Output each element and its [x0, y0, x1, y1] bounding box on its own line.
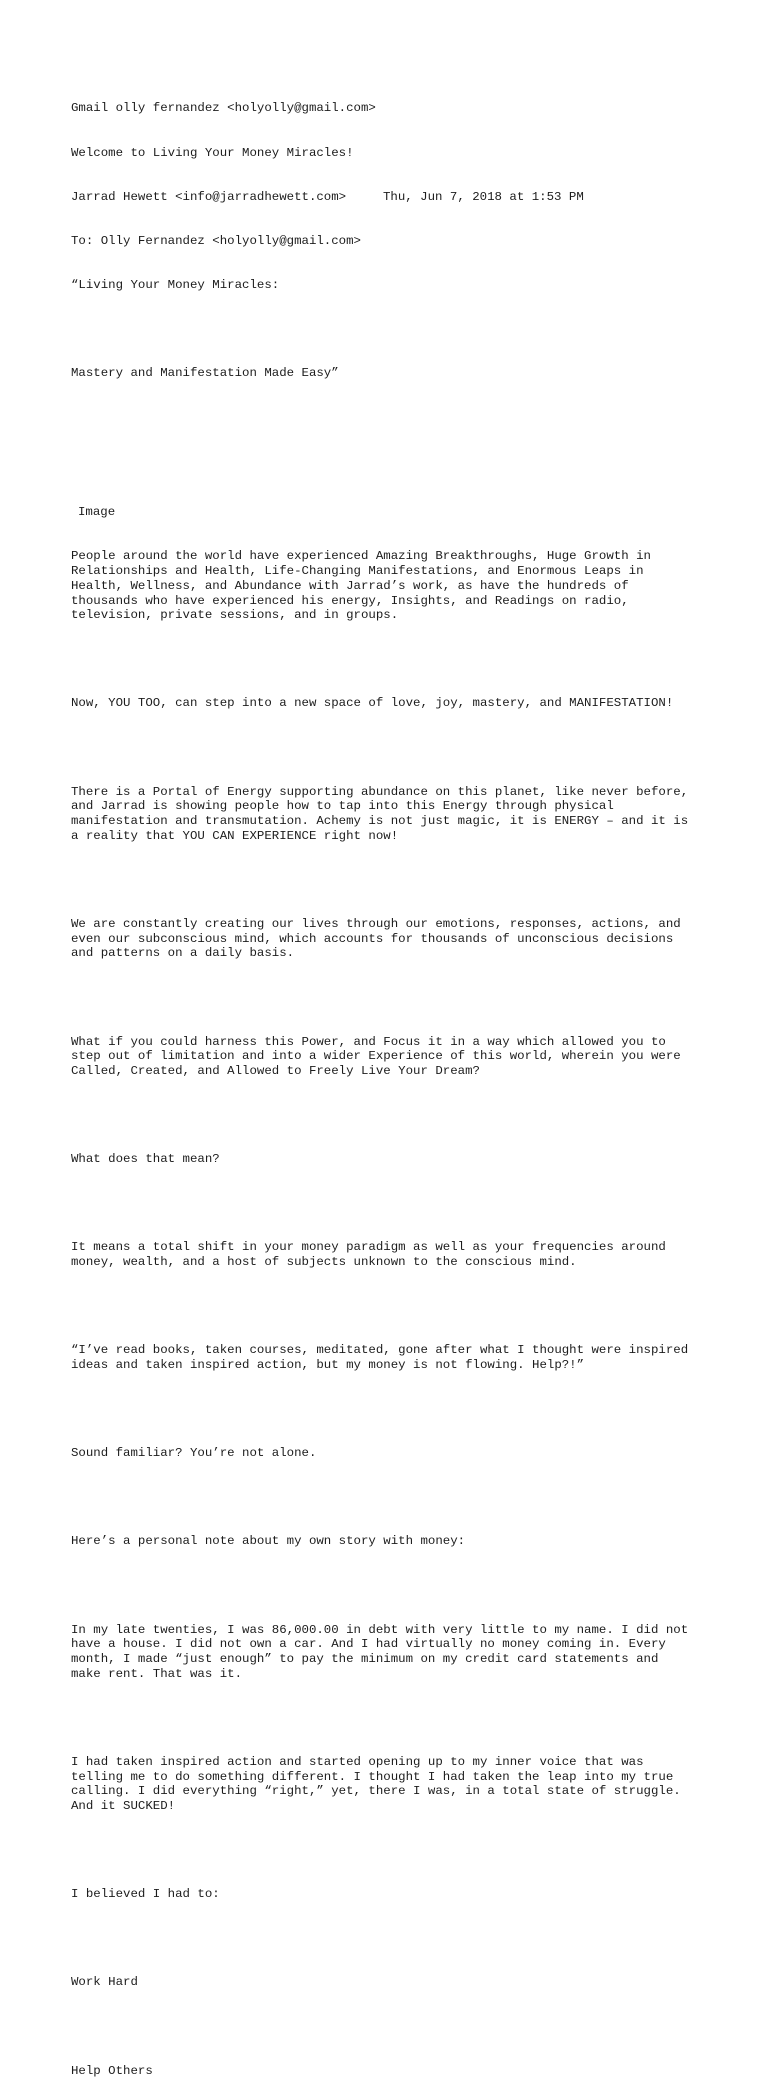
email-document	[71, 72, 721, 2093]
email-subject: Welcome to Living Your Money Miracles!	[71, 145, 354, 160]
sent-date: Thu, Jun 7, 2018 at 1:53 PM	[383, 189, 584, 204]
title-line-1: “Living Your Money Miracles:	[71, 277, 280, 292]
paragraph: Here’s a personal note about my own story with money:	[71, 1534, 466, 1549]
paragraph: I believed I had to:	[71, 1887, 220, 1902]
paragraph: It means a total shift in your money paradigm as well as your frequencies around money, wealth, and a host of subjects unknown to the conscious mind.	[71, 1240, 666, 1270]
paragraph: People around the world have experienced Amazing Breakthroughs, Huge Growth in Relationships and Health, Life-Changing Manifestations, and Enormous Leaps in Health, Wellness, and Abundance with Jarrad’s work, as have the hundreds of thousands who have experienced his energy, Insights, and Readings on radio, television, private sessions, and in groups.	[71, 549, 651, 623]
paragraph: Now, YOU TOO, can step into a new space of love, joy, mastery, and MANIFESTATION!	[71, 696, 674, 711]
paragraph: What if you could harness this Power, and Focus it in a way which allowed you to step out of limitation and into a wider Experience of this world, wherein you were Called, Created, and Allowed to Freely Live Your Dream?	[71, 1034, 681, 1078]
list-item: Work Hard	[71, 1975, 138, 1990]
paragraph: I had taken inspired action and started opening up to my inner voice that was telling me to do something different. I thought I had taken the leap into my true calling. I did everything “right,” yet, there I was, in a total state of struggle. And it SUCKED!	[71, 1754, 681, 1814]
paragraph: There is a Portal of Energy supporting abundance on this planet, like never before, and Jarrad is showing people how to tap into this Energy through physical manifestation and transmutation. Achemy is not just magic, it is ENERGY – and it is a reality that YOU CAN EXPERIENCE right now!	[71, 784, 689, 843]
recipient: To: Olly Fernandez <holyolly@gmail.com>	[71, 233, 361, 248]
account-line: Gmail olly fernandez <holyolly@gmail.com>	[71, 101, 376, 116]
paragraph: In my late twenties, I was 86,000.00 in debt with very little to my name. I did not have a house. I did not own a car. And I had virtually no money coming in. Every month, I made “just enough” to pay the minimum on my credit card statements and make rent. That was it.	[71, 1622, 689, 1681]
paragraph: We are constantly creating our lives through our emotions, responses, actions, and even our subconscious mind, which accounts for thousands of unconscious decisions and patterns on a daily basis.	[71, 916, 681, 961]
paragraph: What does that mean?	[71, 1152, 220, 1167]
image-placeholder: Image	[78, 505, 116, 520]
paragraph: “I’ve read books, taken courses, meditated, gone after what I thought were inspired ideas and taken inspired action, but my money is not flowing. Help?!”	[71, 1343, 689, 1373]
title-line-2: Mastery and Manifestation Made Easy”	[71, 366, 339, 381]
sender-row	[71, 190, 721, 205]
list-item: Help Others	[71, 2063, 153, 2078]
paragraph: Sound familiar? You’re not alone.	[71, 1446, 317, 1461]
sender: Jarrad Hewett <info@jarradhewett.com>	[71, 189, 347, 204]
